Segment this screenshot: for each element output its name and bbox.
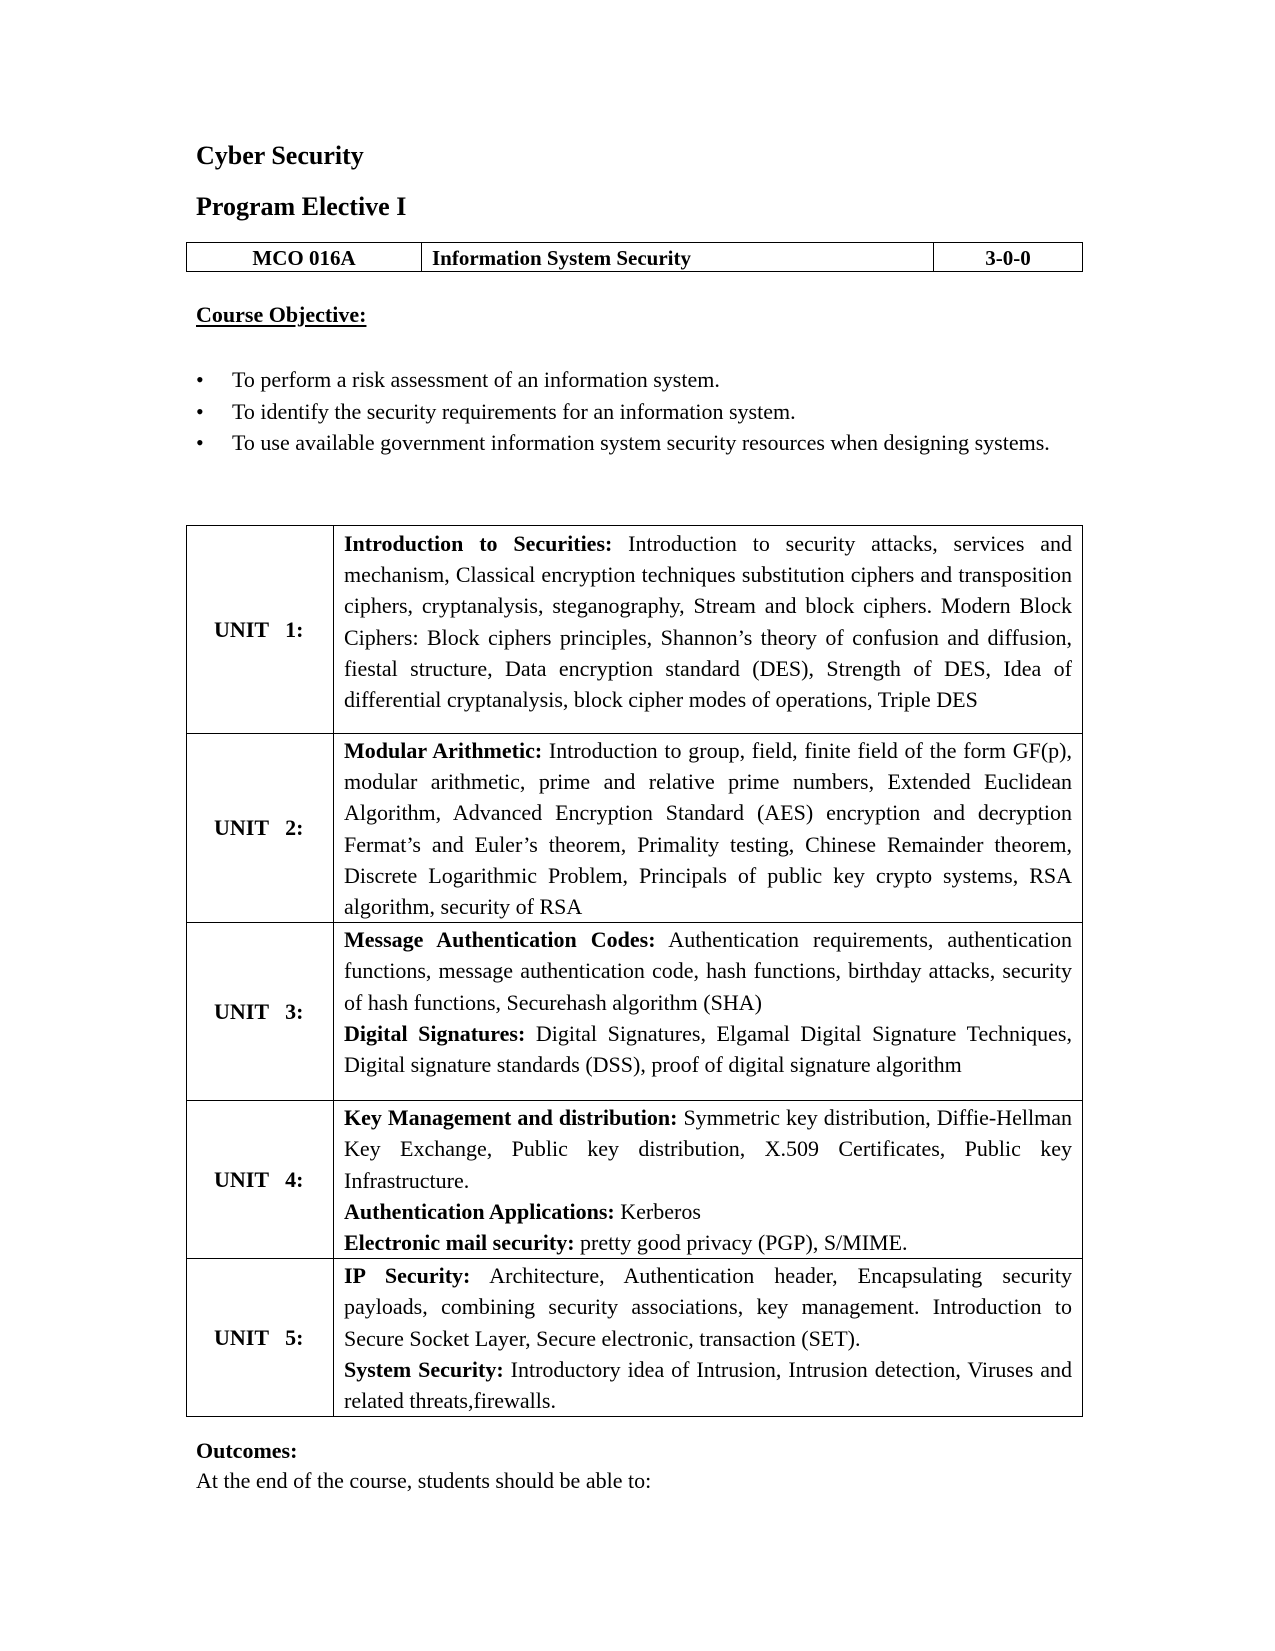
topic-text: Authentication requirements, authentication functions, message authentication code, hash functions, birthday attacks, security of hash functions, Securehash algorithm (SHA)	[344, 927, 1072, 1015]
topic-text: Kerberos	[614, 1198, 701, 1224]
unit-content	[334, 526, 1083, 734]
unit-row	[187, 734, 1083, 923]
unit-paragraph	[344, 1227, 1072, 1258]
topic-heading: Message Authentication Codes:	[344, 927, 656, 953]
topic-text: Introductory idea of Intrusion, Intrusion detection, Viruses and related threats,firewalls.	[344, 1356, 1073, 1414]
unit-content	[334, 1259, 1083, 1417]
topic-heading: Authentication Applications:	[344, 1198, 615, 1224]
unit-label: UNIT 1:	[187, 526, 334, 734]
course-info-row	[187, 243, 1083, 272]
unit-paragraph	[344, 735, 1072, 922]
topic-heading: System Security:	[344, 1356, 504, 1382]
course-credits: 3-0-0	[934, 243, 1083, 272]
topic-text: Digital Signatures, Elgamal Digital Signature Techniques, Digital signature standards (DSS), proof of digital signature algorithm	[344, 1020, 1072, 1078]
syllabus-table	[186, 525, 1083, 1417]
course-code: MCO 016A	[187, 243, 422, 272]
unit-row	[187, 923, 1083, 1101]
outcomes-text: At the end of the course, students should be able to:	[196, 1468, 652, 1493]
bullet-icon: •	[196, 367, 204, 392]
topic-heading: Digital Signatures:	[344, 1020, 526, 1046]
unit-row	[187, 1259, 1083, 1417]
outcomes-heading: Outcomes:	[196, 1438, 298, 1463]
unit-row	[187, 1101, 1083, 1259]
topic-heading: Introduction to Securities:	[344, 531, 613, 556]
unit-row	[187, 526, 1083, 734]
unit-label: UNIT 3:	[187, 923, 334, 1101]
unit-paragraph	[344, 1018, 1072, 1080]
unit-content	[334, 734, 1083, 923]
course-info-table	[186, 242, 1083, 272]
page-title: Cyber Security	[196, 141, 364, 170]
objective-text: To use available government information system security resources when designing systems.	[232, 430, 1050, 455]
unit-label: UNIT 4:	[187, 1101, 334, 1259]
bullet-icon: •	[196, 430, 204, 455]
topic-text: Introduction to group, field, finite field of the form GF(p), modular arithmetic, prime and relative prime numbers, Extended Euclidean Algorithm, Advanced Encryption Standard (AES) encryption and decryption Fermat’s and Euler’s theorem, Primality testing, Chinese Remainder theorem, Discrete Logarithmic Problem, Principals of public key crypto systems, RSA algorithm, security of RSA	[344, 738, 1072, 920]
topic-text: Symmetric key distribution, Diffie-Hellman Key Exchange, Public key distribution, X.509 Certificates, Public key Infrastructure.	[344, 1105, 1072, 1193]
page-subtitle: Program Elective I	[196, 192, 407, 221]
topic-heading: Electronic mail security:	[344, 1230, 575, 1256]
objective-item	[196, 396, 1076, 428]
objective-item	[196, 364, 1076, 396]
topic-text: Architecture, Authentication header, Encapsulating security payloads, combining security associations, key management. Introduction to Secure Socket Layer, Secure electronic, transaction (SET).	[344, 1263, 1072, 1351]
unit-paragraph	[344, 1260, 1072, 1354]
unit-content	[334, 1101, 1083, 1259]
topic-heading: Modular Arithmetic:	[344, 738, 543, 763]
unit-content	[334, 923, 1083, 1101]
topic-text: pretty good privacy (PGP), S/MIME.	[574, 1230, 908, 1256]
unit-paragraph	[344, 528, 1072, 715]
bullet-icon: •	[196, 398, 204, 424]
unit-paragraph	[344, 924, 1072, 1018]
course-name: Information System Security	[422, 243, 934, 272]
unit-paragraph	[344, 1354, 1072, 1416]
objective-heading: Course Objective:	[196, 302, 367, 327]
topic-heading: IP Security:	[344, 1263, 471, 1289]
objective-item	[196, 427, 1076, 459]
objective-text: To identify the security requirements for an information system.	[232, 398, 796, 424]
unit-paragraph	[344, 1102, 1072, 1196]
objective-text: To perform a risk assessment of an information system.	[232, 367, 720, 392]
topic-heading: Key Management and distribution:	[344, 1105, 678, 1131]
unit-label: UNIT 2:	[187, 734, 334, 923]
objective-list	[196, 364, 1076, 459]
topic-text: Introduction to security attacks, services and mechanism, Classical encryption techniques substitution ciphers and transposition ciphers, cryptanalysis, steganography, Stream and block ciphers. Modern Block Ciphers: Block ciphers principles, Shannon’s theory of confusion and diffusion, fiestal structure, Data encryption standard (DES), Strength of DES, Idea of differential cryptanalysis, block cipher modes of operations, Triple DES	[344, 531, 1072, 713]
unit-label: UNIT 5:	[187, 1259, 334, 1417]
unit-paragraph	[344, 1196, 1072, 1227]
